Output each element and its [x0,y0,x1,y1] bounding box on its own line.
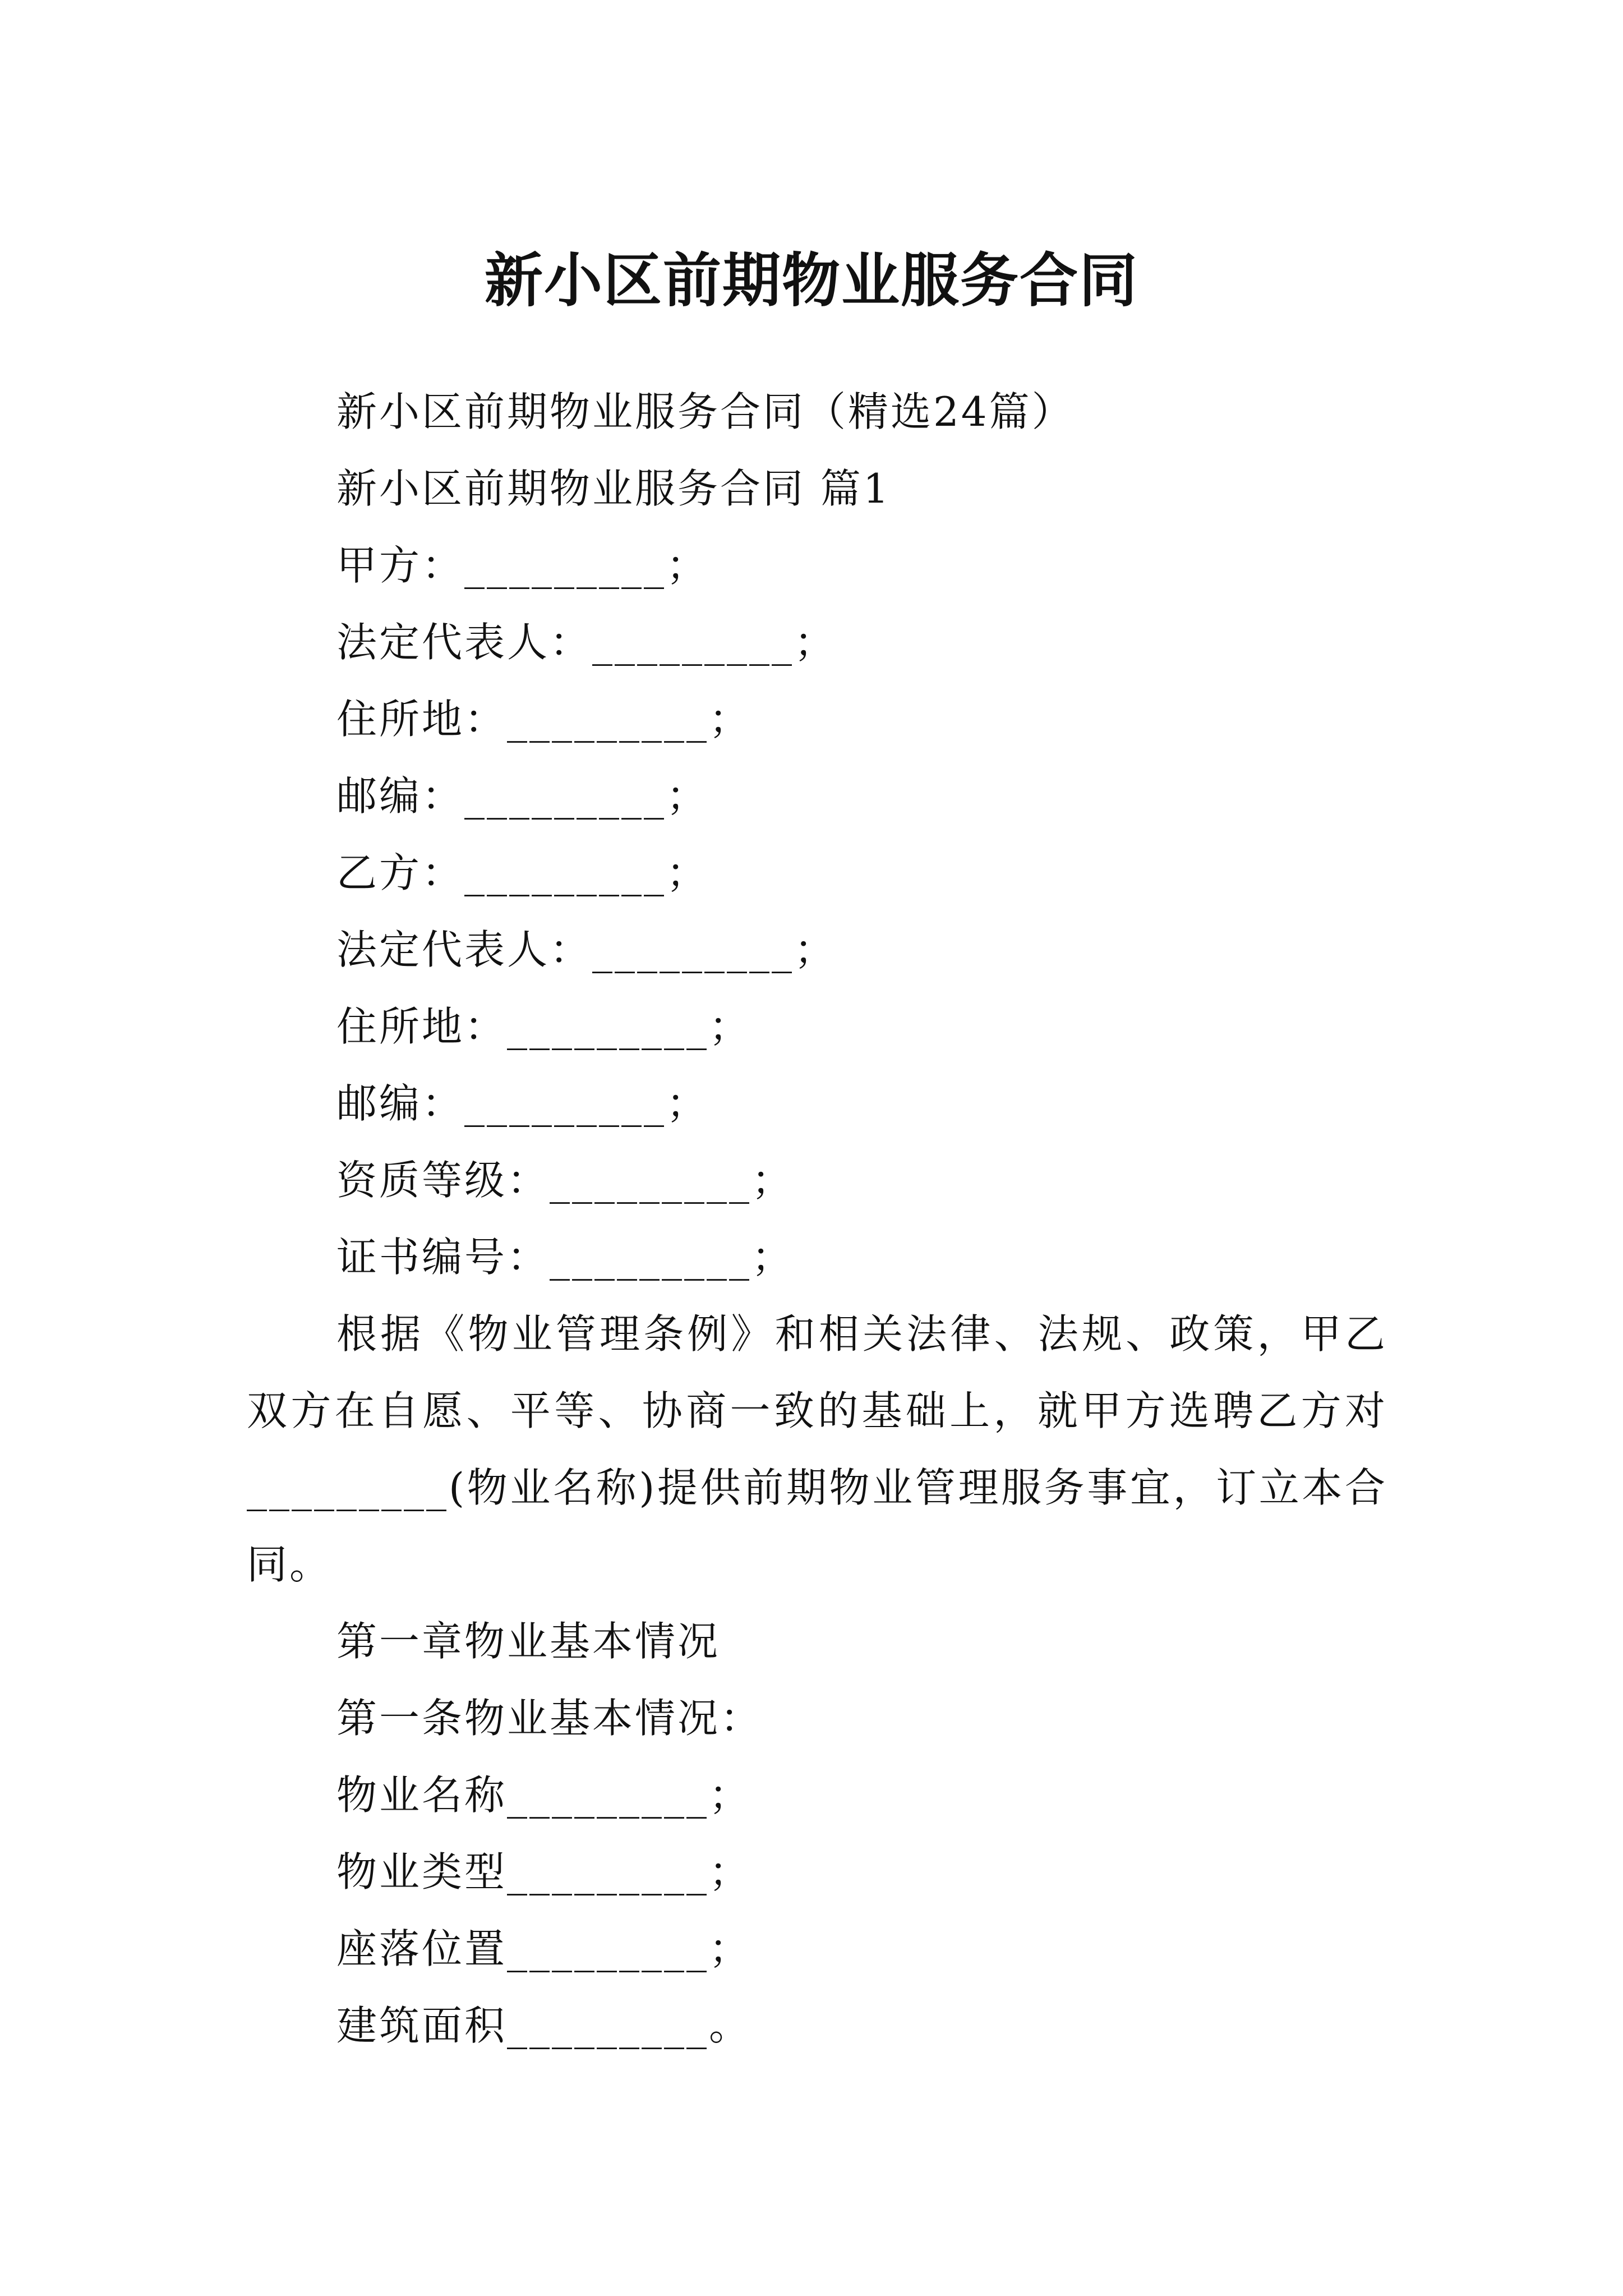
section-heading: 新小区前期物业服务合同 篇1 [336,465,891,512]
subtitle-line: 新小区前期物业服务合同（精选24篇） [336,388,1075,435]
party-b-legal-rep-field: 法定代表人：_________； [336,926,837,973]
preamble-paragraph: 根据《物业管理条例》和相关法律、法规、政策，甲乙双方在自愿、平等、协商一致的基础上，就甲方选聘乙方对_________(物业名称)提供前期物业管理服务事宜，订立本合同。 [247,1310,1387,1588]
property-type-field: 物业类型_________； [336,1848,752,1895]
party-b-postcode-field: 邮编：_________； [336,1080,709,1127]
property-name-field: 物业名称_________； [336,1772,752,1819]
chapter-heading: 第一章物业基本情况 [336,1618,721,1665]
party-a-field: 甲方：_________； [336,542,709,589]
property-location-field: 座落位置_________； [336,1925,752,1972]
party-a-postcode-field: 邮编：_________； [336,772,709,820]
building-area-field: 建筑面积_________。 [336,2002,752,2049]
article-heading: 第一条物业基本情况： [336,1695,763,1742]
certificate-number-field: 证书编号：_________； [336,1234,795,1281]
party-a-address-field: 住所地：_________； [336,696,752,743]
qualification-level-field: 资质等级：_________； [336,1157,795,1204]
party-b-address-field: 住所地：_________； [336,1003,752,1050]
party-a-legal-rep-field: 法定代表人：_________； [336,619,837,666]
party-b-field: 乙方：_________； [336,849,709,896]
document-body [247,374,1387,2064]
document-title: 新小区前期物业服务合同 [484,245,1138,315]
